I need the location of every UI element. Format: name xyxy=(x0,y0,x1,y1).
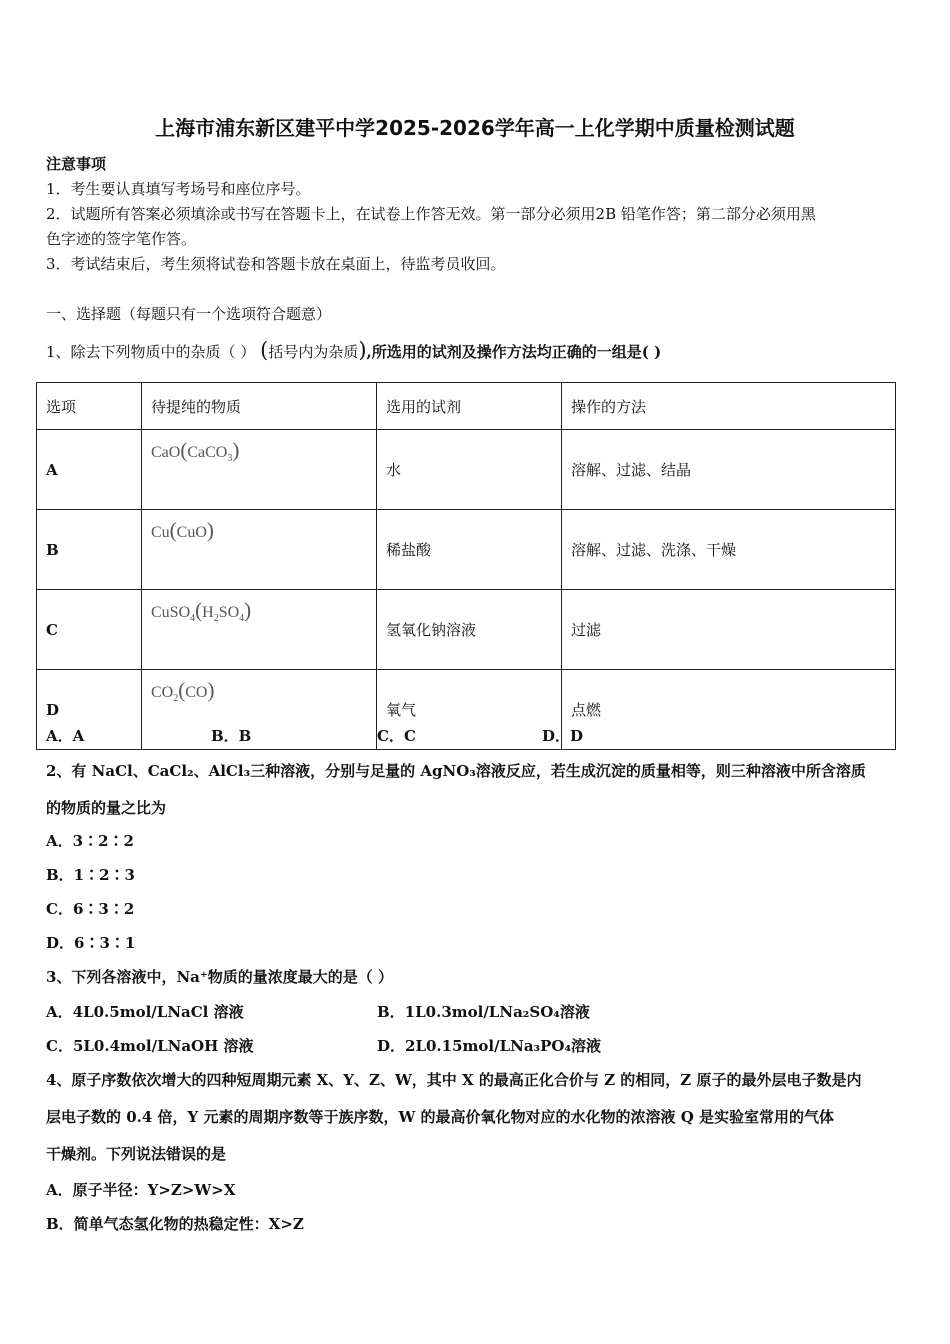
substance-formula: CaO(CaCO$_3$) xyxy=(142,430,377,510)
method-cell: 点燃 xyxy=(562,670,896,750)
table-header: 选用的试剂 xyxy=(377,383,562,430)
question-2-stem: 2、有 NaCl、CaCl₂、AlCl₃三种溶液，分别与足量的 AgNO₃溶液反应，若生成沉淀的质量相等，则三种溶液中所含溶质 xyxy=(46,762,866,780)
q4-option-a: A．原子半径：Y>Z>W>X xyxy=(46,1181,236,1199)
reagent-cell: 氧气 xyxy=(377,670,562,750)
question-4-stem: 4、原子序数依次增大的四种短周期元素 X、Y、Z、W，其中 X 的最高正化合价与 Z 的相同，Z 原子的最外层电子数是内 xyxy=(46,1071,862,1089)
table-row xyxy=(37,590,896,670)
q3-option-d: D．2L0.15mol/LNa₃PO₄溶液 xyxy=(377,1037,602,1055)
section-heading: 一、选择题（每题只有一个选项符合题意） xyxy=(46,305,332,323)
table-header-row xyxy=(37,383,896,430)
q3-option-a: A．4L0.5mol/LNaCl 溶液 xyxy=(46,1003,244,1021)
q1-option-c: C．C xyxy=(377,727,416,745)
q1-stem-part: 括号内为杂质 xyxy=(268,343,359,361)
q1-table xyxy=(36,382,896,750)
row-label: B xyxy=(37,510,142,590)
q1-stem-part: ,所选用的试剂及操作方法均正确的一组是( ) xyxy=(366,343,662,361)
notice-item: 2．试题所有答案必须填涂或书写在答题卡上，在试卷上作答无效。第一部分必须用2B 铅笔作答；第二部分必须用黑 xyxy=(46,205,816,223)
row-label: D xyxy=(37,670,142,750)
question-3-stem: 3、下列各溶液中，Na⁺物质的量浓度最大的是（ ） xyxy=(46,968,394,986)
notice-item: 色字迹的签字笔作答。 xyxy=(46,230,197,248)
table-row xyxy=(37,510,896,590)
page-title: 上海市浦东新区建平中学2025-2026学年高一上化学期中质量检测试题 xyxy=(155,116,795,140)
q1-option-a: A．A xyxy=(46,727,85,745)
q2-option-a: A．3∶2∶2 xyxy=(46,832,134,850)
method-cell: 过滤 xyxy=(562,590,896,670)
notice-item: 3．考试结束后，考生须将试卷和答题卡放在桌面上，待监考员收回。 xyxy=(46,255,506,273)
method-cell: 溶解、过滤、结晶 xyxy=(562,430,896,510)
table-row xyxy=(37,430,896,510)
reagent-cell: 水 xyxy=(377,430,562,510)
method-cell: 溶解、过滤、洗涤、干燥 xyxy=(562,510,896,590)
q4-option-b: B．简单气态氢化物的热稳定性：X>Z xyxy=(46,1215,304,1233)
table-header: 选项 xyxy=(37,383,142,430)
notice-heading: 注意事项 xyxy=(46,155,107,173)
reagent-cell: 氢氧化钠溶液 xyxy=(377,590,562,670)
row-label: A xyxy=(37,430,142,510)
open-paren: ( xyxy=(260,338,269,362)
table-header: 操作的方法 xyxy=(562,383,896,430)
question-2-stem: 的物质的量之比为 xyxy=(46,799,167,817)
question-1-stem xyxy=(46,338,661,362)
q3-option-c: C．5L0.4mol/LNaOH 溶液 xyxy=(46,1037,254,1055)
notice-item: 1．考生要认真填写考场号和座位序号。 xyxy=(46,180,311,198)
close-paren: ) xyxy=(358,338,367,362)
table-row xyxy=(37,670,896,750)
table-header: 待提纯的物质 xyxy=(142,383,377,430)
q2-option-c: C．6∶3∶2 xyxy=(46,900,135,918)
question-4-stem: 层电子数的 0.4 倍，Y 元素的周期序数等于族序数，W 的最高价氧化物对应的水化物的浓溶液 Q 是实验室常用的气体 xyxy=(46,1108,835,1126)
question-4-stem: 干燥剂。下列说法错误的是 xyxy=(46,1145,227,1163)
substance-formula: $CO_2(CO)$ xyxy=(142,670,377,750)
q3-option-b: B．1L0.3mol/LNa₂SO₄溶液 xyxy=(377,1003,590,1021)
row-label: C xyxy=(37,590,142,670)
substance-formula: Cu(CuO) xyxy=(142,510,377,590)
q1-stem-part: 1、除去下列物质中的杂质（ ） xyxy=(46,343,256,361)
q2-option-b: B．1∶2∶3 xyxy=(46,866,135,884)
q2-option-d: D．6∶3∶1 xyxy=(46,934,136,952)
q1-option-d: D．D xyxy=(542,727,584,745)
reagent-cell: 稀盐酸 xyxy=(377,510,562,590)
substance-formula: $CuSO_4(H_2SO_4)$ xyxy=(142,590,377,670)
q1-option-b: B．B xyxy=(211,727,252,745)
